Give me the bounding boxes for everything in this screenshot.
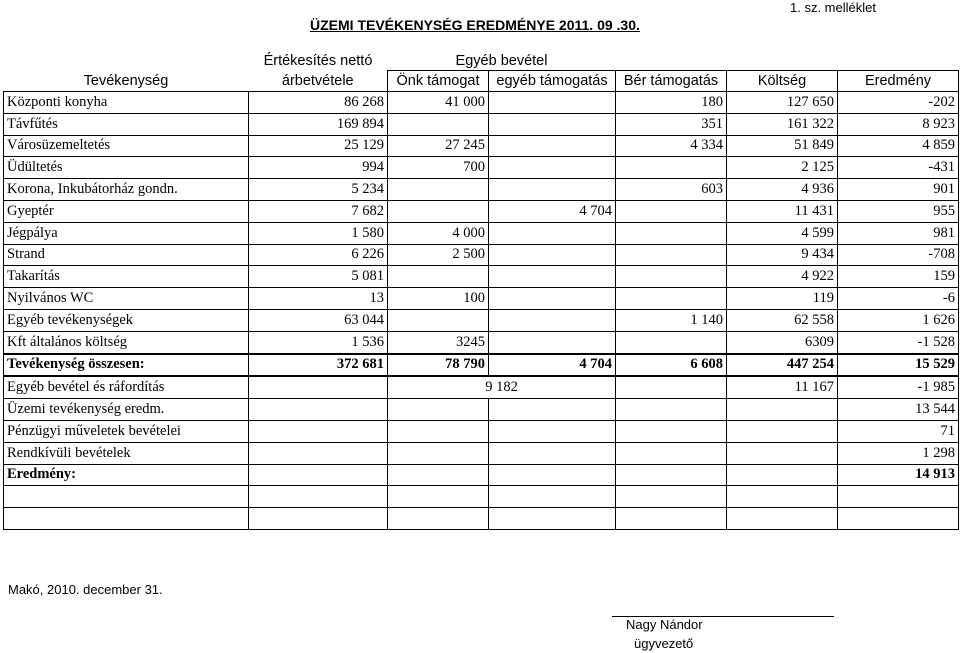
cell-cost: 2 125	[727, 157, 838, 179]
cell-sales: 13	[249, 288, 388, 310]
table-row	[4, 157, 959, 179]
cell-cost: 161 322	[727, 113, 838, 135]
cell-result: -708	[838, 244, 959, 266]
cell-cost: 4 922	[727, 266, 838, 288]
cell-sales	[249, 399, 388, 421]
activity-name: Gyeptér	[4, 200, 249, 222]
cell-other	[489, 309, 616, 331]
empty-cell	[727, 508, 838, 530]
activity-name: Eredmény:	[4, 464, 249, 486]
cell-result: 13 544	[838, 399, 959, 421]
cell-wage	[616, 399, 727, 421]
cell-sales: 25 129	[249, 135, 388, 157]
cell-sales: 5 081	[249, 266, 388, 288]
cell-cost: 6309	[727, 331, 838, 353]
cell-cost	[727, 464, 838, 486]
cell-sales: 1 536	[249, 331, 388, 353]
table-row	[4, 266, 959, 288]
cell-result: 8 923	[838, 113, 959, 135]
cell-sales: 63 044	[249, 309, 388, 331]
activity-name: Egyéb tevékenységek	[4, 309, 249, 331]
signer-name: Nagy Nándor	[626, 617, 703, 632]
cell-cost: 4 936	[727, 179, 838, 201]
empty-row	[4, 486, 959, 508]
cell-municipal: 27 245	[388, 135, 489, 157]
activity-name: Takarítás	[4, 266, 249, 288]
cell-wage	[616, 200, 727, 222]
activity-name: Jégpálya	[4, 222, 249, 244]
cell-wage: 6 608	[616, 354, 727, 377]
cell-municipal: 2 500	[388, 244, 489, 266]
cell-result: 14 913	[838, 464, 959, 486]
cell-wage	[616, 464, 727, 486]
cell-wage: 1 140	[616, 309, 727, 331]
cell-municipal	[388, 179, 489, 201]
cell-sales: 86 268	[249, 92, 388, 114]
cell-result: 901	[838, 179, 959, 201]
cell-result: -202	[838, 92, 959, 114]
cell-municipal	[388, 266, 489, 288]
cell-other	[489, 288, 616, 310]
cell-other	[489, 331, 616, 353]
header-spacer	[4, 51, 249, 71]
header-wage-support: Bér támogatás	[616, 71, 727, 92]
empty-cell	[838, 508, 959, 530]
cell-sales: 1 580	[249, 222, 388, 244]
cell-cost	[727, 442, 838, 464]
cell-cost	[727, 420, 838, 442]
empty-cell	[727, 486, 838, 508]
table-row	[4, 464, 959, 486]
table-row	[4, 113, 959, 135]
cell-sales	[249, 442, 388, 464]
cell-wage	[616, 442, 727, 464]
cell-cost: 119	[727, 288, 838, 310]
header-row-1	[4, 51, 959, 71]
cell-municipal: 78 790	[388, 354, 489, 377]
table-row	[4, 354, 959, 377]
header-sales-line2: árbetvétele	[281, 72, 354, 89]
cell-other	[489, 244, 616, 266]
activity-name: Pénzügyi műveletek bevételei	[4, 420, 249, 442]
cell-wage: 351	[616, 113, 727, 135]
header-cost: Költség	[727, 71, 838, 92]
cell-sales: 5 234	[249, 179, 388, 201]
cell-wage: 180	[616, 92, 727, 114]
cell-cost	[727, 399, 838, 421]
table-row	[4, 200, 959, 222]
table-row	[4, 222, 959, 244]
header-row-2	[4, 71, 959, 92]
table-row	[4, 399, 959, 421]
cell-wage: 603	[616, 179, 727, 201]
cell-sales: 372 681	[249, 354, 388, 377]
header-other-support: egyéb támogatás	[489, 71, 616, 92]
cell-result: 1 626	[838, 309, 959, 331]
activity-name: Korona, Inkubátorház gondn.	[4, 179, 249, 201]
cell-other	[489, 92, 616, 114]
cell-cost: 9 434	[727, 244, 838, 266]
cell-result: 955	[838, 200, 959, 222]
activity-name: Tevékenység összesen:	[4, 354, 249, 377]
table-row	[4, 442, 959, 464]
cell-result: -431	[838, 157, 959, 179]
cell-cost: 447 254	[727, 354, 838, 377]
cell-municipal: 700	[388, 157, 489, 179]
report-title: ÜZEMI TEVÉKENYSÉG EREDMÉNYE 2011. 09 .30.	[310, 17, 640, 33]
cell-wage	[616, 266, 727, 288]
cell-result: 15 529	[838, 354, 959, 377]
cell-sales: 7 682	[249, 200, 388, 222]
activity-name: Rendkívüli bevételek	[4, 442, 249, 464]
table-row	[4, 92, 959, 114]
cell-wage	[616, 331, 727, 353]
empty-cell	[616, 486, 727, 508]
cell-municipal	[388, 399, 489, 421]
table-row	[4, 331, 959, 353]
cell-sales: 994	[249, 157, 388, 179]
cell-sales: 6 226	[249, 244, 388, 266]
cell-wage	[616, 244, 727, 266]
activity-name: Üdültetés	[4, 157, 249, 179]
cell-municipal	[388, 309, 489, 331]
cell-other	[489, 179, 616, 201]
header-spacer-right	[616, 51, 959, 71]
empty-row	[4, 508, 959, 530]
cell-other: 4 704	[489, 200, 616, 222]
cell-result: -1 528	[838, 331, 959, 353]
table-row	[4, 288, 959, 310]
cell-cost: 62 558	[727, 309, 838, 331]
cell-wage	[616, 420, 727, 442]
cell-other	[489, 464, 616, 486]
header-activity: Tevékenység	[83, 72, 169, 89]
empty-cell	[4, 486, 249, 508]
activity-name: Központi konyha	[4, 92, 249, 114]
empty-cell	[616, 508, 727, 530]
activity-name: Távfűtés	[4, 113, 249, 135]
activity-name: Nyilvános WC	[4, 288, 249, 310]
cell-cost: 51 849	[727, 135, 838, 157]
cell-cost: 127 650	[727, 92, 838, 114]
empty-cell	[388, 508, 489, 530]
header-municipal-support: Önk támogat	[388, 71, 489, 92]
cell-municipal: 100	[388, 288, 489, 310]
cell-other	[489, 135, 616, 157]
cell-wage	[616, 157, 727, 179]
table-row	[4, 244, 959, 266]
cell-municipal: 4 000	[388, 222, 489, 244]
cell-other: 4 704	[489, 354, 616, 377]
cell-other	[489, 420, 616, 442]
cell-cost: 11 431	[727, 200, 838, 222]
empty-cell	[249, 486, 388, 508]
header-other-income: Egyéb bevétel	[455, 52, 548, 69]
signer-role: ügyvezető	[634, 636, 694, 651]
cell-sales	[249, 420, 388, 442]
empty-cell	[388, 486, 489, 508]
cell-result: 4 859	[838, 135, 959, 157]
header-result: Eredmény	[838, 71, 959, 92]
cell-municipal	[388, 113, 489, 135]
cell-cost: 11 167	[727, 376, 838, 398]
header-sales-line1: Értékesítés nettó	[263, 52, 373, 69]
cell-municipal	[388, 464, 489, 486]
empty-cell	[489, 486, 616, 508]
cell-result: -6	[838, 288, 959, 310]
cell-municipal: 41 000	[388, 92, 489, 114]
cell-result: 1 298	[838, 442, 959, 464]
report-table	[3, 51, 959, 530]
annex-label: 1. sz. melléklet	[790, 0, 876, 15]
activity-name: Üzemi tevékenység eredm.	[4, 399, 249, 421]
cell-cost: 4 599	[727, 222, 838, 244]
cell-other-income: 9 182	[388, 376, 616, 398]
cell-municipal	[388, 420, 489, 442]
cell-municipal: 3245	[388, 331, 489, 353]
cell-wage	[616, 376, 727, 398]
cell-sales: 169 894	[249, 113, 388, 135]
table-row	[4, 420, 959, 442]
cell-wage: 4 334	[616, 135, 727, 157]
empty-cell	[4, 508, 249, 530]
empty-cell	[249, 508, 388, 530]
cell-other	[489, 266, 616, 288]
cell-result: 981	[838, 222, 959, 244]
cell-other	[489, 157, 616, 179]
cell-result: 159	[838, 266, 959, 288]
cell-sales	[249, 376, 388, 398]
empty-cell	[489, 508, 616, 530]
table-row	[4, 135, 959, 157]
cell-other	[489, 442, 616, 464]
table-row	[4, 309, 959, 331]
cell-other	[489, 399, 616, 421]
cell-municipal	[388, 442, 489, 464]
table-row	[4, 376, 959, 398]
activity-name: Kft általános költség	[4, 331, 249, 353]
cell-municipal	[388, 200, 489, 222]
cell-other	[489, 113, 616, 135]
cell-wage	[616, 288, 727, 310]
cell-result: -1 985	[838, 376, 959, 398]
cell-result: 71	[838, 420, 959, 442]
table-row	[4, 179, 959, 201]
empty-cell	[838, 486, 959, 508]
cell-wage	[616, 222, 727, 244]
place-date: Makó, 2010. december 31.	[8, 582, 163, 597]
cell-sales	[249, 464, 388, 486]
cell-other	[489, 222, 616, 244]
activity-name: Városüzemeltetés	[4, 135, 249, 157]
activity-name: Strand	[4, 244, 249, 266]
activity-name: Egyéb bevétel és ráfordítás	[4, 376, 249, 398]
